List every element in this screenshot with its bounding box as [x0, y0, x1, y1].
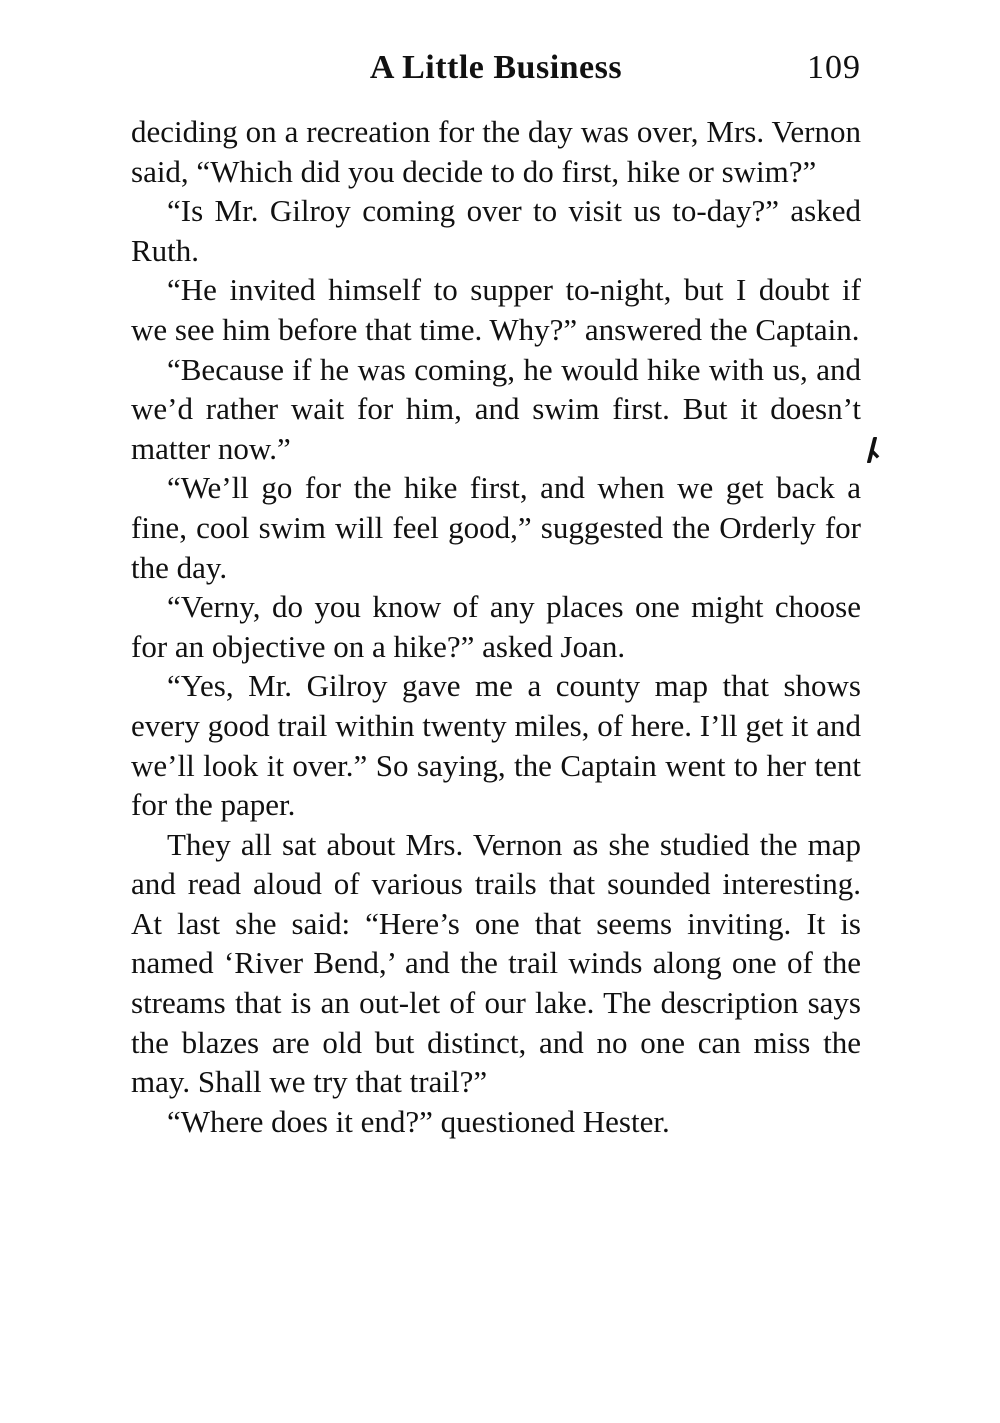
body-text [131, 112, 861, 1141]
paragraph: “Yes, Mr. Gilroy gave me a county map that shows every good trail within twenty miles, of here. I’ll get it and we’ll look it over.” So saying, the Captain went to her tent for the paper. [131, 668, 861, 823]
paragraph: They all sat about Mrs. Vernon as she studied the map and read aloud of various trails that sounded interesting. At last she said: “Here’s one that seems inviting. It is named ‘River Bend,’ and the trail winds along one of the streams that is an out-let of our lake. The description says the blazes are old but distinct, and no one can miss the may. Shall we try that trail?” [131, 826, 861, 1100]
paragraph-continued: deciding on a recreation for the day was over, Mrs. Vernon said, “Which did you decide to do first, hike or swim?” [131, 114, 861, 189]
page-number: 109 [807, 49, 861, 86]
paragraph: “Because if he was coming, he would hike with us, and we’d rather wait for him, and swim first. But it doesn’t matter now.” [131, 351, 861, 466]
paragraph: “Verny, do you know of any places one might choose for an objective on a hike?” asked Joan. [131, 589, 861, 664]
running-head [131, 48, 861, 92]
paragraph: “We’ll go for the hike first, and when we get back a fine, cool swim will feel good,” suggested the Orderly for the day. [131, 470, 861, 585]
paragraph: “He invited himself to supper to-night, but I doubt if we see him before that time. Why?” answered the Captain. [131, 272, 861, 347]
paragraph: “Is Mr. Gilroy coming over to visit us to-day?” asked Ruth. [131, 193, 861, 268]
paragraph: “Where does it end?” questioned Hester. [167, 1103, 670, 1139]
running-title: A Little Business [369, 49, 623, 86]
margin-ink-mark [867, 437, 877, 463]
